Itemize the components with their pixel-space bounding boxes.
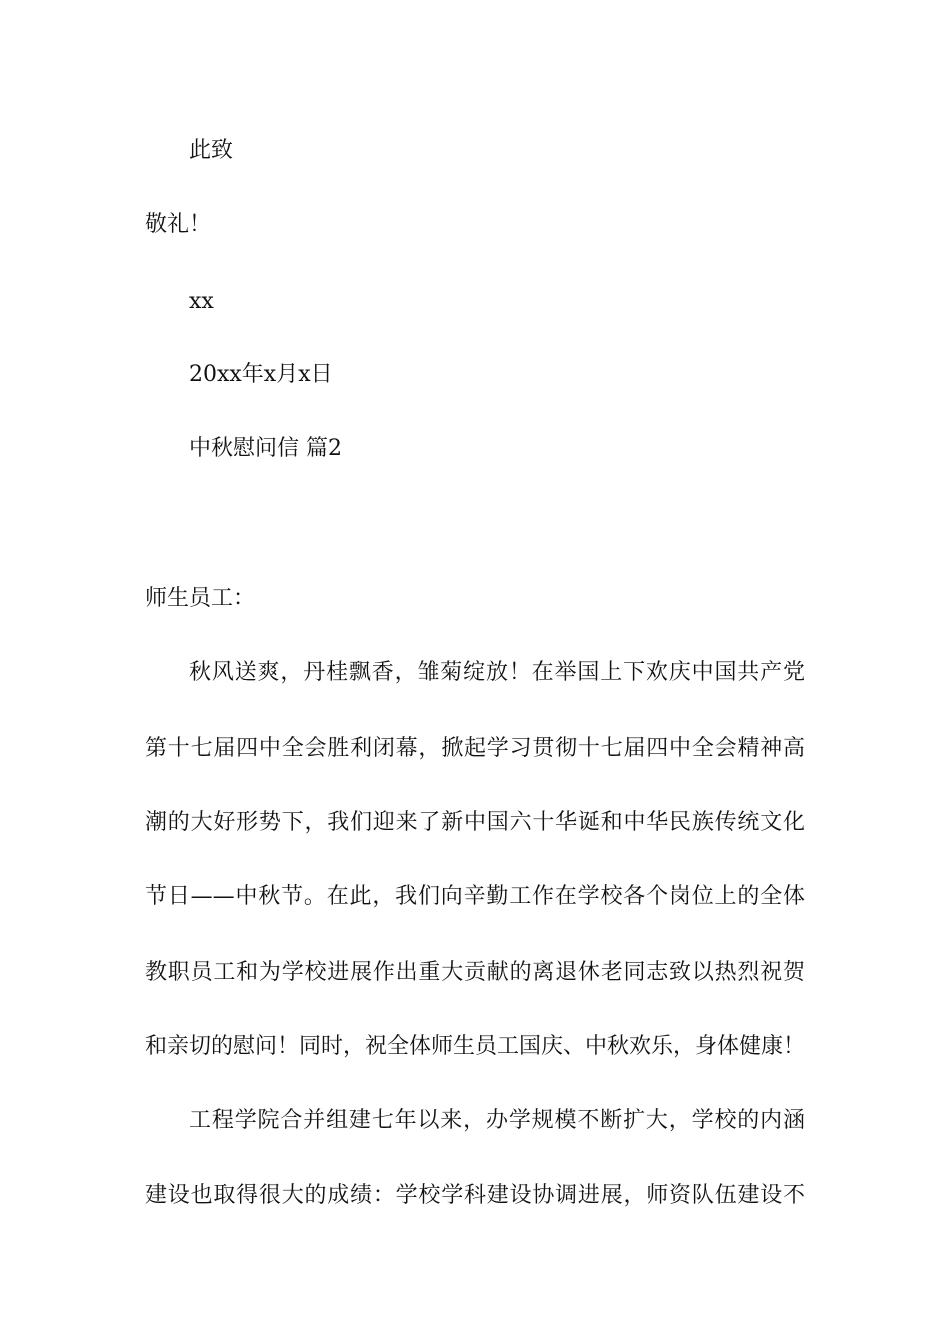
letter-greeting: 师生员工：: [145, 586, 256, 611]
letter-signer: xx: [189, 289, 214, 314]
paragraph1-line: 秋风送爽，丹桂飘香，雏菊绽放！在举国上下欢庆中国共产党: [189, 660, 805, 685]
paragraph1-line: 教职员工和为学校进展作出重大贡献的离退休老同志致以热烈祝贺: [145, 960, 805, 985]
paragraph1-line: 节日——中秋节。在此，我们向辛勤工作在学校各个岗位上的全体: [145, 884, 805, 909]
letter-date: 20xx年x月x日: [189, 362, 333, 387]
section-title: 中秋慰问信 篇2: [189, 436, 342, 461]
paragraph2-line: 工程学院合并组建七年以来，办学规模不断扩大，学校的内涵: [189, 1108, 805, 1133]
paragraph1-line: 潮的大好形势下，我们迎来了新中国六十华诞和中华民族传统文化: [145, 810, 805, 835]
letter-closing: 此致: [189, 138, 234, 163]
letter-salute: 敬礼！: [145, 212, 212, 237]
paragraph1-line: 和亲切的慰问！同时，祝全体师生员工国庆、中秋欢乐，身体健康！: [145, 1034, 806, 1059]
paragraph1-line: 第十七届四中全会胜利闭幕，掀起学习贯彻十七届四中全会精神高: [145, 736, 805, 761]
paragraph2-line: 建设也取得很大的成绩：学校学科建设协调进展，师资队伍建设不: [145, 1183, 805, 1208]
